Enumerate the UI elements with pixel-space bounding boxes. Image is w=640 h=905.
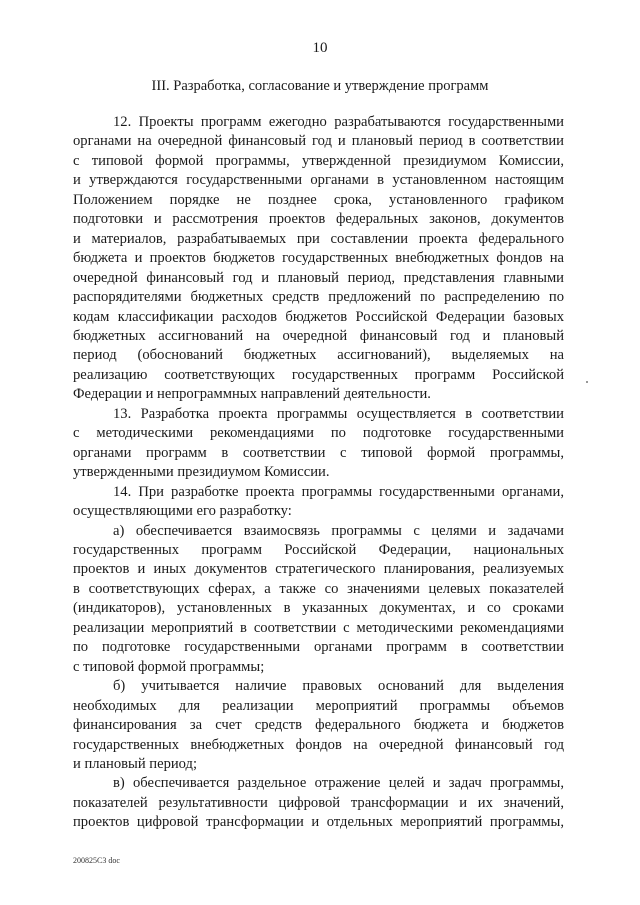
text-line: бюджетных ассигнований на очередной финансовый год и плановый [73,327,564,344]
text-line: очередной финансовый год и плановый период, представления главными [73,269,564,286]
section-heading: III. Разработка, согласование и утверждение программ [151,78,489,94]
text-line: и плановый период; [73,755,198,772]
text-line: (индикаторов), установленных в указанных документах, и со сроками [73,600,564,617]
text-line: показателей результативности цифровой трансформации и их значений, [73,794,564,811]
text-line: с методическими рекомендациями по подготовке государственными [73,425,564,442]
paragraph [73,113,564,405]
text-line: утвержденными президиумом Комиссии. [73,464,330,481]
text-line: с типовой формой программы; [73,658,265,675]
text-line: период (обоснований бюджетных ассигнований), выделяемых на [73,347,564,364]
text-line: Федерации и непрограммных направлений деятельности. [73,386,431,403]
text-line: а) обеспечивается взаимосвязь программы с целями и задачами [113,522,564,539]
text-line: органами на очередной финансовый год и плановый период в соответствии [73,133,564,150]
text-line: в соответствующих сферах, а также со значениями целевых показателей [73,580,564,597]
text-line: реализацию соответствующих государственных программ Российской [73,366,564,383]
text-line: с типовой формой программы, утвержденной президиумом Комиссии, [73,152,564,169]
text-line: распорядителями бюджетных средств предложений по распределению по [73,289,564,306]
text-line: финансирования за счет средств федерального бюджета и бюджетов [73,717,564,734]
margin-dot [586,381,588,383]
text-line: и материалов, разрабатываемых при составлении проекта федерального [73,230,564,247]
paragraph [73,405,564,483]
text-line: б) учитывается наличие правовых оснований для выделения [113,678,564,695]
text-line: 14. При разработке проекта программы государственными органами, [113,483,564,500]
page-number: 10 [312,40,328,56]
footer-file-code: 200825С3 doc [73,856,120,865]
text-line: по подготовке государственными органами программ в соответствии [73,639,564,656]
paragraph [73,483,564,522]
text-line: и утверждаются государственными органами в установленном настоящим [73,172,564,189]
text-line: 12. Проекты программ ежегодно разрабатываются государственными [113,114,564,130]
text-line: подготовки и рассмотрения проектов федеральных законов, документов [73,211,564,228]
text-line: государственных программ Российской Федерации, национальных [73,541,564,558]
paragraph [73,774,564,832]
paragraph [73,522,564,678]
text-line: проектов и иных документов стратегического планирования, реализуемых [73,561,564,578]
text-line: бюджета и проектов бюджетов государственных внебюджетных фондов на [73,250,564,267]
text-line: в) обеспечивается раздельное отражение целей и задач программы, [113,775,564,792]
text-line: 13. Разработка проекта программы осуществляется в соответствии [113,405,564,422]
paragraph [73,677,564,774]
text-line: осуществляющими его разработку: [73,503,292,520]
text-line: государственных внебюджетных фондов на очередной финансовый год [73,736,564,753]
text-line: кодам классификации расходов бюджетов Российской Федерации базовых [73,308,564,325]
body-text [73,113,564,833]
text-line: реализации мероприятий в соответствии с методическими рекомендациями [73,619,564,636]
text-line: необходимых для реализации мероприятий программы объемов [73,697,564,714]
text-line: проектов цифровой трансформации и отдельных мероприятий программы, [73,814,564,831]
text-line: органами программ в соответствии с типовой формой программы, [73,444,564,461]
text-line: Положением порядке не позднее срока, установленного графиком [73,191,564,208]
